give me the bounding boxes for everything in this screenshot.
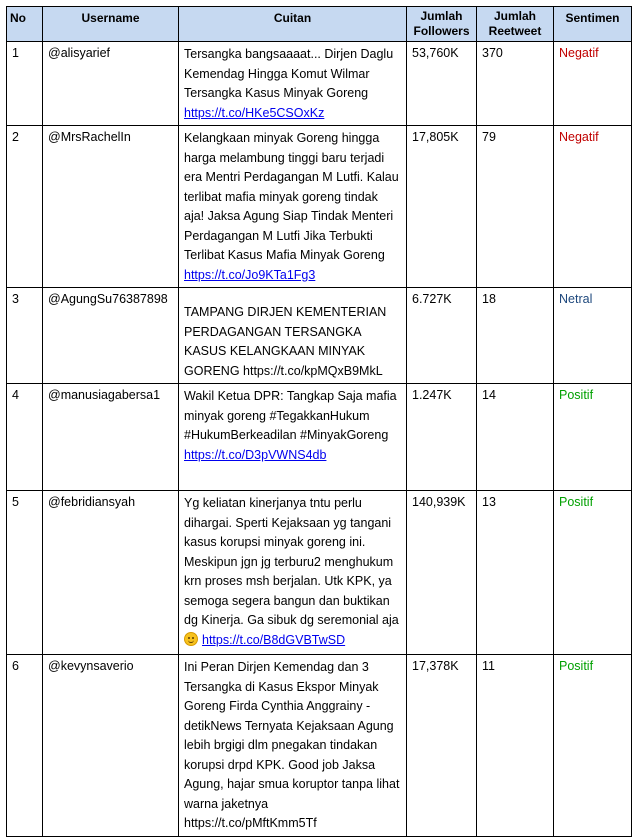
cell-retweet: 370 [477, 42, 554, 126]
cell-retweet: 18 [477, 288, 554, 384]
tweet-text: Wakil Ketua DPR: Tangkap Saja mafia minyak goreng #TegakkanHukum #HukumBerkeadilan #MinyakGoreng [184, 389, 397, 442]
header-cuitan: Cuitan [179, 7, 407, 42]
table-row [7, 384, 632, 491]
cell-followers: 17,805K [407, 126, 477, 288]
cell-no: 3 [7, 288, 43, 384]
cell-username: @kevynsaverio [43, 655, 179, 837]
tweet-link[interactable]: https://t.co/Jo9KTa1Fg3 [184, 267, 316, 282]
cell-followers: 17,378K [407, 655, 477, 837]
tweet-link[interactable]: https://t.co/HKe5CSOxKz [184, 105, 325, 120]
header-retweet-line1: Jumlah [493, 9, 536, 23]
tweet-link[interactable]: https://t.co/B8dGVBTwSD [202, 632, 346, 647]
cell-username: @AgungSu76387898 [43, 288, 179, 384]
header-sentimen: Sentimen [554, 7, 632, 42]
tweet-text: TAMPANG DIRJEN KEMENTERIAN PERDAGANGAN TERSANGKA KASUS KELANGKAAN MINYAK GORENG https://t.co/kpMQxB9MkL [184, 305, 387, 378]
header-username: Username [43, 7, 179, 42]
cell-retweet: 14 [477, 384, 554, 491]
header-followers-line1: Jumlah [420, 9, 463, 23]
cell-sentimen: Positif [554, 655, 632, 837]
header-followers [407, 7, 477, 42]
header-retweet [477, 7, 554, 42]
table-row [7, 288, 632, 384]
cell-username: @alisyarief [43, 42, 179, 126]
tweet-text: Yg keliatan kinerjanya tntu perlu dihargai. Sperti Kejaksaan yg tangani kasus korupsi minyak goreng ini. Meskipun jgn jg terburu2 menghukum krn proses msh berjalan. Utk KPK, ya semoga segera bangun dan buktikan dg Kinerja. Ga sibuk dg seremonial aja [184, 496, 399, 627]
cell-followers: 6.727K [407, 288, 477, 384]
cell-no: 5 [7, 491, 43, 655]
cell-sentimen: Positif [554, 384, 632, 491]
cell-no: 2 [7, 126, 43, 288]
cell-no: 4 [7, 384, 43, 491]
cell-sentimen: Negatif [554, 126, 632, 288]
table-row [7, 42, 632, 126]
cell-cuitan [179, 288, 407, 384]
tweet-table [6, 6, 632, 837]
cell-username: @febridiansyah [43, 491, 179, 655]
table-row [7, 655, 632, 837]
header-no: No [7, 7, 43, 42]
cell-followers: 53,760K [407, 42, 477, 126]
cell-cuitan [179, 42, 407, 126]
cell-cuitan [179, 384, 407, 491]
cell-cuitan [179, 126, 407, 288]
cell-sentimen: Netral [554, 288, 632, 384]
cell-no: 6 [7, 655, 43, 837]
table-row [7, 491, 632, 655]
cell-followers: 1.247K [407, 384, 477, 491]
tweet-link[interactable]: https://t.co/D3pVWNS4db [184, 447, 327, 462]
cell-cuitan [179, 491, 407, 655]
cell-sentimen: Negatif [554, 42, 632, 126]
header-followers-line2: Followers [413, 24, 470, 38]
tweet-text: Ini Peran Dirjen Kemendag dan 3 Tersangka di Kasus Ekspor Minyak Goreng Firda Cynthia Anggrainy - detikNews Ternyata Kejaksaan Agung lebih brgigi dlm pnegakan tindakan korupsi drpd KPK. Good job Jaksa Agung, hajar smua koruptor tanpa lihat warna jaketnya https://t.co/pMftKmm5Tf [184, 660, 400, 830]
table-row [7, 126, 632, 288]
cell-retweet: 13 [477, 491, 554, 655]
cell-sentimen: Positif [554, 491, 632, 655]
cell-no: 1 [7, 42, 43, 126]
smiley-emoji-icon [184, 632, 198, 646]
cell-username: @manusiagabersa1 [43, 384, 179, 491]
tweet-text: Tersangka bangsaaaat... Dirjen Daglu Kemendag Hingga Komut Wilmar Tersangka Kasus Minyak Goreng [184, 47, 394, 100]
tweet-text: Kelangkaan minyak Goreng hingga harga melambung tinggi baru terjadi era Mentri Perdagangan M Lutfi. Kalau terlibat mafia minyak goreng tindak aja! Jaksa Agung Siap Tindak Menteri Perdagangan M Lutfi Jika Terbukti Terlibat Kasus Mafia Minyak Goreng [184, 131, 399, 262]
cell-followers: 140,939K [407, 491, 477, 655]
cell-retweet: 79 [477, 126, 554, 288]
header-retweet-line2: Reetweet [488, 24, 542, 38]
cell-retweet: 11 [477, 655, 554, 837]
cell-cuitan [179, 655, 407, 837]
header-row [7, 7, 632, 42]
cell-username: @MrsRachelIn [43, 126, 179, 288]
